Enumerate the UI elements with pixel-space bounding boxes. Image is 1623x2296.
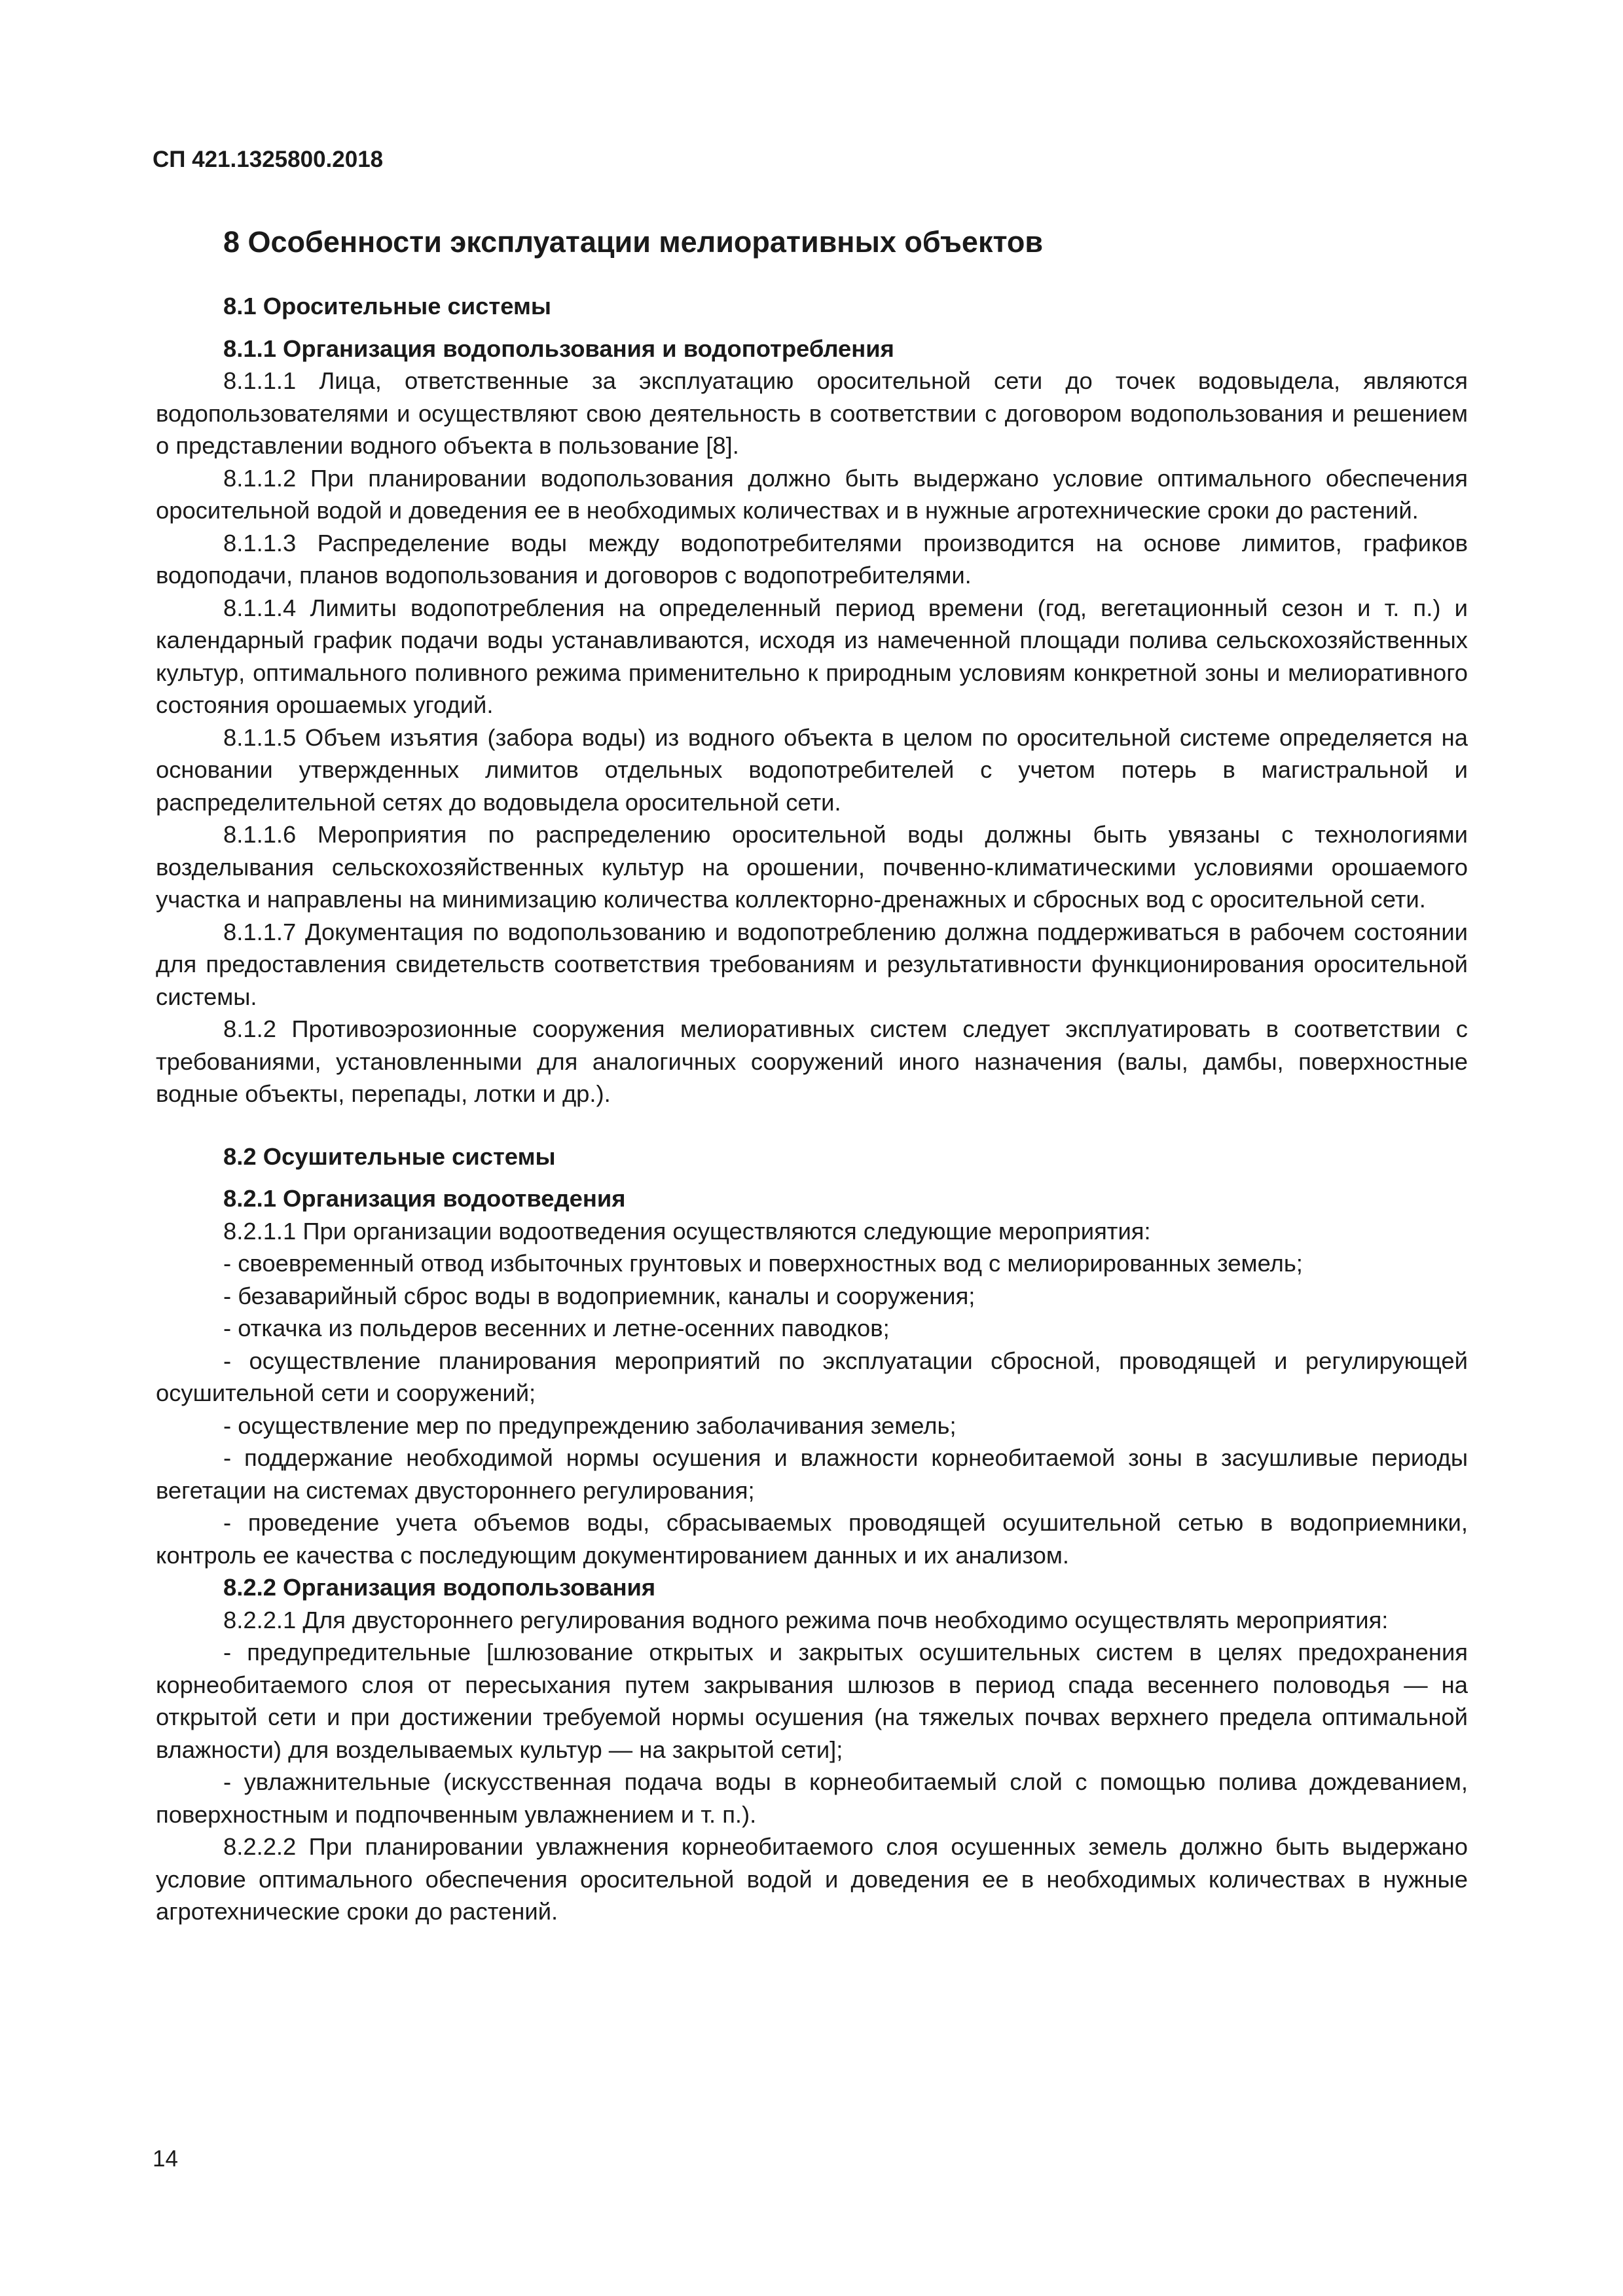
paragraph: 8.1.1.2 При планировании водопользования должно быть выдержано условие оптимального обеспечения оросительной водой и доведения ее в необходимых количествах и в нужные агротехнические сроки до растений. xyxy=(156,464,1468,524)
clause-heading-8-2-2: 8.2.2 Организация водопользования xyxy=(223,1574,656,1601)
list-item: - своевременный отвод избыточных грунтовых и поверхностных вод с мелиорированных земель; xyxy=(223,1250,1303,1277)
document-body xyxy=(156,290,1468,1928)
clause-heading-8-2-1: 8.2.1 Организация водоотведения xyxy=(223,1185,626,1212)
paragraph: 8.2.2.1 Для двустороннего регулирования водного режима почв необходимо осуществлять мероприятия: xyxy=(223,1606,1389,1633)
list-item: - безаварийный сброс воды в водоприемник, каналы и сооружения; xyxy=(223,1282,976,1309)
paragraph: 8.1.1.4 Лимиты водопотребления на определенный период времени (год, вегетационный сезон и т. п.) и календарный график подачи воды устанавливаются, исходя из намеченной площади полива сельскохозяйственных культур, оптимального поливного режима применительно к природным условиям конкретной зоны и мелиоративного состояния орошаемых угодий. xyxy=(156,594,1468,718)
paragraph: 8.1.1.5 Объем изъятия (забора воды) из водного объекта в целом по оросительной системе определяется на основании утвержденных лимитов отдельных водопотребителей с учетом потерь в магистральной и распределительной сетях до водовыдела оросительной сети. xyxy=(156,723,1468,816)
list-item: - осуществление планирования мероприятий по эксплуатации сбросной, проводящей и регулирующей осушительной сети и сооружений; xyxy=(156,1347,1468,1406)
subsection-title-8-1: 8.1 Оросительные системы xyxy=(223,293,551,319)
paragraph: 8.1.1.6 Мероприятия по распределению оросительной воды должны быть увязаны с технологиями возделывания сельскохозяйственных культур на орошении, почвенно-климатическими условиями орошаемого участка и направлены на минимизацию количества коллекторно-дренажных и сбросных вод с оросительной сети. xyxy=(156,821,1468,913)
page-number: 14 xyxy=(153,2146,178,2172)
list-item: - предупредительные [шлюзование открытых и закрытых осушительных систем в целях предохранения корнеобитаемого слоя от пересыхания путем закрывания шлюзов в период спада весеннего половодья — на открытой сети и при достижении требуемой нормы осушения (на тяжелых почвах верхнего предела оптимальной влажности) для возделываемых культур — на закрытой сети]; xyxy=(156,1639,1468,1763)
section-title: 8 Особенности эксплуатации мелиоративных объектов xyxy=(223,225,1044,259)
paragraph: 8.2.1.1 При организации водоотведения осуществляются следующие мероприятия: xyxy=(223,1217,1151,1245)
list-item: - проведение учета объемов воды, сбрасываемых проводящей осушительной сетью в водоприемники, контроль ее качества с последующим документированием данных и их анализом. xyxy=(156,1509,1468,1569)
list-item: - откачка из польдеров весенних и летне-осенних паводков; xyxy=(223,1315,890,1341)
list-item: - поддержание необходимой нормы осушения и влажности корнеобитаемой зоны в засушливые периоды вегетации на системах двустороннего регулирования; xyxy=(156,1444,1468,1504)
paragraph: 8.1.2 Противоэрозионные сооружения мелиоративных систем следует эксплуатировать в соответствии с требованиями, установленными для аналогичных сооружений иного назначения (валы, дамбы, поверхностные водные объекты, перепады, лотки и др.). xyxy=(156,1015,1468,1107)
paragraph: 8.2.2.2 При планировании увлажнения корнеобитаемого слоя осушенных земель должно быть выдержано условие оптимального обеспечения оросительной водой и доведения ее в необходимых количествах в нужные агротехнические сроки до растений. xyxy=(156,1833,1468,1925)
list-item: - осуществление мер по предупреждению заболачивания земель; xyxy=(223,1412,957,1439)
paragraph: 8.1.1.1 Лица, ответственные за эксплуатацию оросительной сети до точек водовыдела, являются водопользователями и осуществляют свою деятельность в соответствии с договором водопользования и решением о представлении водного объекта в пользование [8]. xyxy=(156,367,1468,459)
paragraph: 8.1.1.7 Документация по водопользованию и водопотреблению должна поддерживаться в рабочем состоянии для предоставления свидетельств соответствия требованиям и результативности функционирования оросительной системы. xyxy=(156,918,1468,1010)
subsection-title-8-2: 8.2 Осушительные системы xyxy=(223,1142,556,1170)
clause-heading-8-1-1: 8.1.1 Организация водопользования и водопотребления xyxy=(223,335,894,362)
paragraph: 8.1.1.3 Распределение воды между водопотребителями производится на основе лимитов, графиков водоподачи, планов водопользования и договоров с водопотребителями. xyxy=(156,529,1468,589)
document-code: СП 421.1325800.2018 xyxy=(153,147,384,172)
list-item: - увлажнительные (искусственная подача воды в корнеобитаемый слой с помощью полива дождеванием, поверхностным и подпочвенным увлажнением и т. п.). xyxy=(156,1768,1468,1828)
